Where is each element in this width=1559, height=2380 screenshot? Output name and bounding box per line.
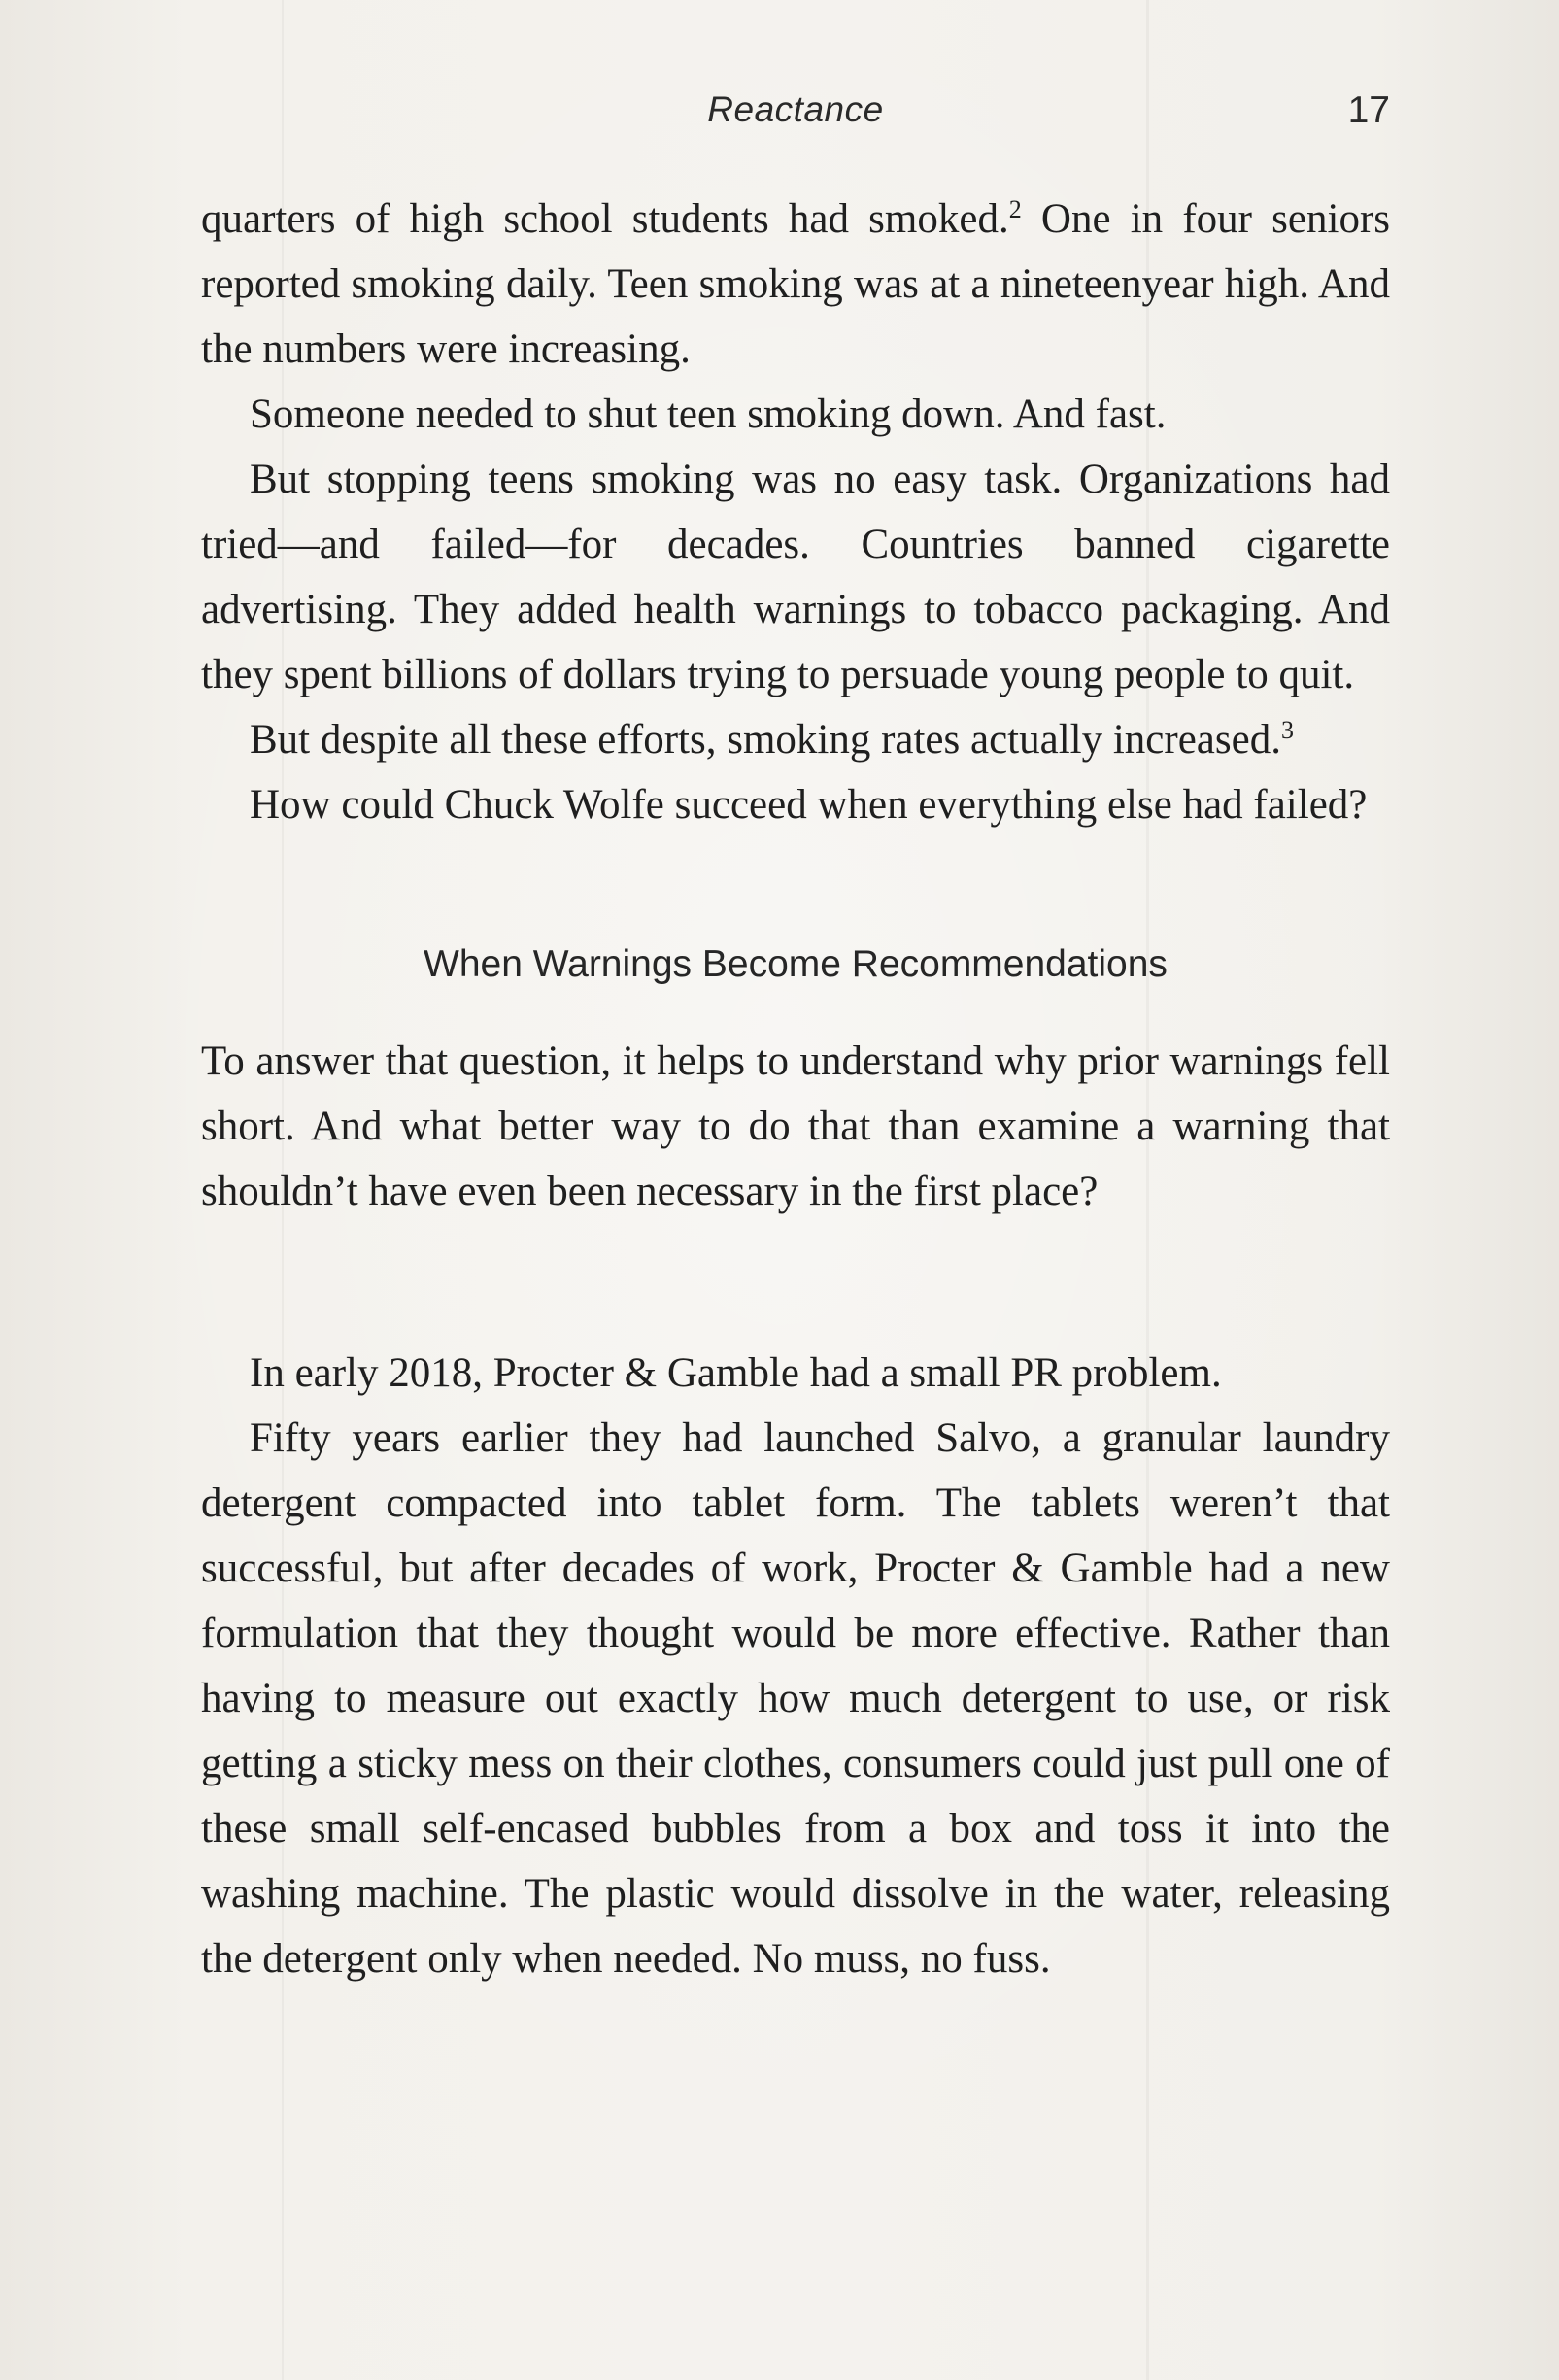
paragraph: quarters of high school students had smoked.$^2$ One in four seniors reported smoking daily. Teen smoking was at a nineteenyear high. And the numbers were increasing.: [201, 195, 1390, 372]
paragraph: How could Chuck Wolfe succeed when everything else had failed?: [250, 782, 1368, 828]
paragraph: In early 2018, Procter & Gamble had a small PR problem.: [250, 1350, 1222, 1396]
paragraph: Fifty years earlier they had launched Salvo, a granular laundry detergent compacted into tablet form. The tablets weren’t that successful, but after decades of work, Procter & Gamble had a new formulation that they thought would be more effective. Rather than having to measure out exactly how much detergent to use, or risk getting a sticky mess on their clothes, consumers could just pull one of these small self-encased bubbles from a box and toss it into the washing machine. The plastic would dissolve in the water, releasing the detergent only when needed. No muss, no fuss.: [201, 1415, 1390, 1982]
paragraph: But stopping teens smoking was no easy task. Organizations had tried—and failed—for decades. Countries banned cigarette advertising. They added health warnings to tobacco packaging. And they spent billions of dollars trying to persuade young people to quit.: [201, 457, 1390, 697]
page-header: [201, 89, 1390, 148]
section-break: [201, 1224, 1390, 1341]
paragraph: But despite all these efforts, smoking rates actually increased.$^3$: [250, 716, 1294, 763]
paragraph: To answer that question, it helps to understand why prior warnings fell short. And what better way to do that than examine a warning that shouldn’t have even been necessary in the first place?: [201, 1038, 1390, 1214]
footnote-marker: 3: [1280, 716, 1294, 744]
body-text: [201, 187, 1390, 1991]
section-heading: When Warnings Become Recommendations: [424, 943, 1168, 985]
paragraph: Someone needed to shut teen smoking down. And fast.: [250, 391, 1167, 437]
page-number: 17: [1347, 89, 1390, 131]
running-head: Reactance: [707, 89, 884, 129]
footnote-marker: 2: [1008, 195, 1022, 223]
